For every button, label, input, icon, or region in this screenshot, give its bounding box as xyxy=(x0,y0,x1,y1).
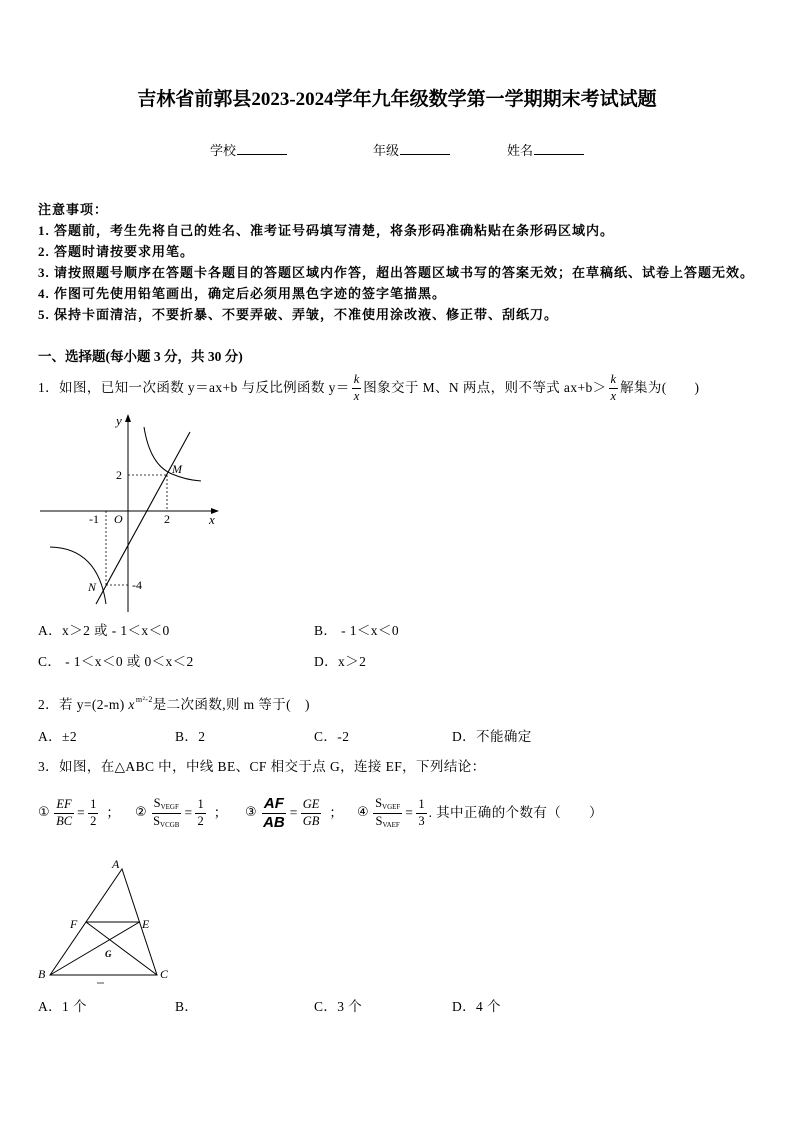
q3-stem: 3．如图，在△ABC 中，中线 BE、CF 相交于点 G，连接 EF，下列结论： xyxy=(38,759,486,774)
fraction-numerator: GE xyxy=(301,798,322,813)
grade-field xyxy=(373,141,450,160)
median-be xyxy=(50,922,140,975)
notice-item: 1. 答题前，考生先将自己的姓名、准考证号码填写清楚，将条形码准确粘贴在条形码区域内。 xyxy=(38,223,615,238)
school-field xyxy=(210,141,287,160)
q1-fraction-k-over-x xyxy=(352,373,362,402)
point-n-label: N xyxy=(88,580,97,594)
fraction-numerator xyxy=(373,797,402,813)
notice-item: 5. 保持卡面清洁，不要折暴、不要弄破、弄皱，不准使用涂改液、修正带、刮纸刀。 xyxy=(38,307,559,322)
conclusion-rhs-fraction xyxy=(416,798,426,827)
point-f-label: F xyxy=(70,917,78,931)
q3-option-d: D．4 个 xyxy=(452,999,501,1014)
y-axis-arrow xyxy=(125,414,131,422)
x-tick-label: -1 xyxy=(89,512,99,526)
area-subscript: VAEF xyxy=(382,820,400,829)
fraction-denominator: 2 xyxy=(90,813,97,828)
q1-option-c: C． - 1＜x＜0 或 0＜x＜2 xyxy=(38,654,194,669)
notice-heading: 注意事项： xyxy=(38,202,109,217)
q2-stem xyxy=(38,690,310,715)
q1-stem-part-c: 解集为( ) xyxy=(620,380,700,395)
conclusion-rhs-fraction xyxy=(195,798,205,827)
notice-item: 3. 请按照题号顺序在答题卡各题目的答题区域内作答，超出答题区域书写的答案无效；在草稿纸、试卷上答题无效。 xyxy=(38,265,755,280)
area-symbol: S xyxy=(153,813,161,828)
school-label: 学校 xyxy=(210,143,237,158)
q3-option-a: A．1 个 xyxy=(38,999,87,1014)
y-tick-label: -4 xyxy=(132,578,142,592)
q3-option-c: C．3 个 xyxy=(314,999,363,1014)
x-axis-label: x xyxy=(209,512,215,527)
equals-sign: = xyxy=(405,805,414,820)
grade-label: 年级 xyxy=(373,143,400,158)
point-e-label: E xyxy=(142,917,150,931)
page-title: 吉林省前郭县2023-2024学年九年级数学第一学期期末考试试题 xyxy=(137,89,657,110)
name-field xyxy=(507,141,584,160)
fraction-numerator: k xyxy=(352,373,362,388)
area-symbol: S xyxy=(375,813,383,828)
conclusion-marker: ③ xyxy=(245,805,258,820)
fraction-denominator: BC xyxy=(56,813,73,828)
q1-stem xyxy=(38,372,700,403)
grade-blank[interactable] xyxy=(400,141,450,155)
fraction-denominator xyxy=(374,814,402,829)
vertex-c-label: C xyxy=(160,967,169,981)
conclusion-marker: ① xyxy=(38,805,51,820)
fraction-denominator: x xyxy=(353,388,360,403)
name-label: 姓名 xyxy=(507,143,534,158)
origin-label: O xyxy=(114,512,123,526)
fraction-numerator: 1 xyxy=(195,798,205,813)
fraction-denominator: 3 xyxy=(418,813,425,828)
point-m-label: M xyxy=(172,462,182,476)
q2-stem-part-a: 2．若 y=(2-m) xyxy=(38,697,125,712)
q1-option-d: D．x＞2 xyxy=(314,654,367,669)
hyperbola-branch-third-quadrant xyxy=(50,547,106,604)
fraction-denominator xyxy=(151,814,181,829)
conclusion-separator: ； xyxy=(213,805,228,820)
q2-option-c: C．-2 xyxy=(314,729,350,744)
fraction-numerator: k xyxy=(609,373,619,388)
q2-power-base: x xyxy=(128,697,135,712)
equals-sign: = xyxy=(289,805,298,820)
fraction-numerator: 1 xyxy=(88,798,98,813)
area-subscript: VCGB xyxy=(160,820,180,829)
q2-power-exponent: m²-2 xyxy=(135,695,153,704)
x-tick-label: 2 xyxy=(164,512,170,526)
q3-question-tail: . 其中正确的个数有（ ） xyxy=(428,805,603,820)
conclusion-rhs-fraction xyxy=(301,798,322,827)
fraction-numerator: 1 xyxy=(416,798,426,813)
vertex-a-label: A xyxy=(112,857,120,871)
section-heading: 一、选择题(每小题 3 分，共 30 分) xyxy=(38,349,243,364)
q1-graph xyxy=(30,405,230,620)
q1-option-b: B． - 1＜x＜0 xyxy=(314,623,399,638)
y-tick-label: 2 xyxy=(116,468,122,482)
fraction-denominator: 2 xyxy=(197,813,204,828)
q1-stem-part-b: 图象交于 M、N 两点，则不等式 ax+b＞ xyxy=(363,380,607,395)
area-subscript: VEGF xyxy=(160,803,179,812)
fraction-numerator: AF xyxy=(263,794,284,812)
conclusion-marker: ④ xyxy=(357,805,370,820)
fraction-denominator: GB xyxy=(302,813,320,828)
conclusion-lhs-fraction xyxy=(54,798,74,827)
q2-option-d: D．不能确定 xyxy=(452,729,532,744)
fraction-denominator: AB xyxy=(263,813,285,831)
q3-conclusion-2 xyxy=(135,798,228,828)
notice-item: 4. 作图可先使用铅笔画出，确定后必须用黑色字迹的签字笔描黑。 xyxy=(38,286,447,301)
conclusion-lhs-fraction xyxy=(373,797,402,829)
q2-stem-part-b: 是二次函数,则 m 等于( ) xyxy=(152,697,310,712)
conclusion-marker: ② xyxy=(135,805,148,820)
fraction-denominator: x xyxy=(610,388,617,403)
fraction-numerator: EF xyxy=(54,798,73,813)
q1-fraction-k-over-x xyxy=(609,373,619,402)
q3-option-b: B． xyxy=(175,999,199,1014)
area-symbol: S xyxy=(375,796,383,811)
q3-conclusion-3 xyxy=(245,794,344,831)
conclusion-rhs-fraction xyxy=(88,798,98,827)
q1-stem-part-a: 1．如图，已知一次函数 y＝ax+b 与反比例函数 y＝ xyxy=(38,380,350,395)
q3-triangle-figure xyxy=(35,852,175,987)
notice-item: 2. 答题时请按要求用笔。 xyxy=(38,244,195,259)
area-subscript: VGEF xyxy=(382,803,401,812)
linear-function-line xyxy=(96,432,190,604)
q2-option-a: A．±2 xyxy=(38,729,78,744)
equals-sign: = xyxy=(184,805,193,820)
conclusion-separator: ； xyxy=(106,805,121,820)
conclusion-lhs-fraction xyxy=(151,797,181,829)
point-g-label: G xyxy=(105,949,112,959)
q3-conclusion-1 xyxy=(38,798,120,828)
name-blank[interactable] xyxy=(534,141,584,155)
equals-sign: = xyxy=(77,805,86,820)
q1-option-a: A．x＞2 或 - 1＜x＜0 xyxy=(38,623,170,638)
school-blank[interactable] xyxy=(237,141,287,155)
fraction-numerator xyxy=(152,797,181,813)
conclusion-lhs-fraction xyxy=(261,796,287,831)
y-axis-label: y xyxy=(116,413,122,428)
area-symbol: S xyxy=(153,796,161,811)
conclusion-separator: ； xyxy=(329,805,344,820)
q2-option-b: B．2 xyxy=(175,729,206,744)
q3-conclusion-4 xyxy=(357,798,603,828)
vertex-b-label: B xyxy=(38,967,46,981)
